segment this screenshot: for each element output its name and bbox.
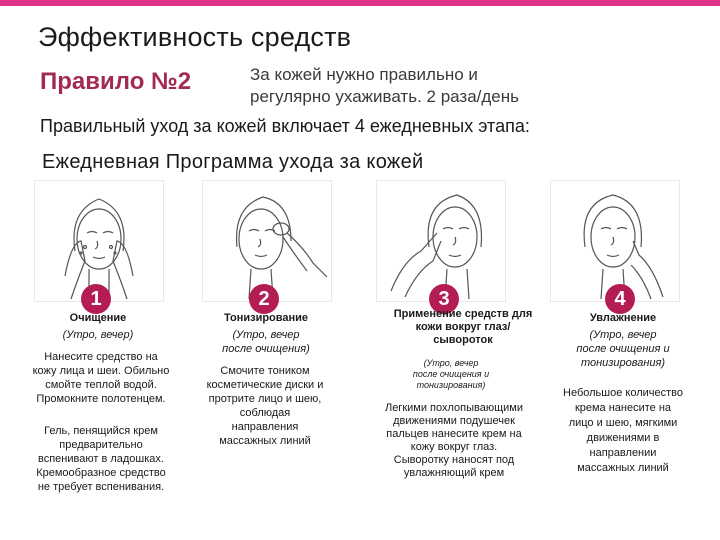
rule-label: Правило №2 <box>40 68 192 95</box>
desc-line: не требует вспенивания. <box>37 481 165 493</box>
desc-line: массажных линий <box>577 462 669 474</box>
step-description <box>190 364 340 448</box>
desc-line: кожу лица и шеи. Обильно <box>32 365 170 377</box>
step-title: Увлажнение <box>589 312 657 324</box>
desc-line: движениями подушечек <box>393 415 515 427</box>
step-title: Тонизирование <box>223 312 309 324</box>
step-time <box>376 358 526 391</box>
step-number-badge: 4 <box>605 284 635 314</box>
title-line: сывороток <box>433 334 493 346</box>
desc-line: кожу вокруг глаз. <box>410 441 498 453</box>
rule-note <box>250 64 580 108</box>
time-line: тонизирования) <box>580 357 666 369</box>
step-title <box>368 308 558 347</box>
desc-line: Смочите тоником <box>220 365 310 377</box>
title-line: кожи вокруг глаз/ <box>415 321 511 333</box>
desc-line: пальцев нанесите крем на <box>386 428 522 440</box>
desc-line: направления <box>231 421 299 433</box>
time-line: после очищения и <box>412 369 490 379</box>
time-line: после очищения и <box>576 343 670 355</box>
step-description <box>366 402 542 480</box>
desc-line: Промокните полотенцем. <box>36 393 166 405</box>
desc-line: соблюдая <box>239 407 291 419</box>
desc-line: увлажняющий крем <box>403 467 505 479</box>
time-line: тонизирования) <box>416 380 486 390</box>
time-line: (Утро, вечер <box>232 329 300 341</box>
time-line: после очищения) <box>222 343 310 355</box>
rule-note-line: За кожей нужно правильно и <box>250 65 478 84</box>
desc-line: смойте теплой водой. <box>45 379 157 391</box>
accent-bar <box>0 0 720 6</box>
step-time <box>556 328 690 370</box>
desc-line: вспенивают в ладошках. <box>38 453 164 465</box>
step-number-badge: 2 <box>249 284 279 314</box>
desc-line: Кремообразное средство <box>36 467 166 479</box>
step-time: (Утро, вечер) <box>62 329 134 341</box>
time-line: (Утро, вечер <box>423 358 479 368</box>
desc-line: Сыворотку наносят под <box>393 454 515 466</box>
desc-line: косметические диски и <box>206 379 324 391</box>
desc-line: Гель, пенящийся крем <box>44 425 158 437</box>
page-title: Эффективность средств <box>38 22 352 52</box>
desc-line: направлении <box>589 447 657 459</box>
step-description <box>550 386 696 476</box>
step-description <box>14 350 188 406</box>
rule-note-line: регулярно ухаживать. 2 раза/день <box>250 87 520 106</box>
desc-line: Легкими похлопывающими <box>384 402 524 414</box>
desc-line: лицо и шею, мягкими <box>568 417 678 429</box>
desc-line: массажных линий <box>219 435 311 447</box>
desc-line: Нанесите средство на <box>44 351 158 363</box>
desc-line: протрите лицо и шею, <box>208 393 322 405</box>
step-time <box>196 328 336 356</box>
desc-line: крема нанесите на <box>574 402 672 414</box>
program-title: Ежедневная Программа ухода за кожей <box>42 151 424 173</box>
step-description <box>14 424 188 494</box>
title-line: Применение средств для <box>393 308 533 320</box>
desc-line: предварительно <box>59 439 143 451</box>
time-line: (Утро, вечер <box>589 329 657 341</box>
desc-line: движениями в <box>586 432 660 444</box>
step-number-badge: 1 <box>81 284 111 314</box>
step-number-badge: 3 <box>429 284 459 314</box>
intro-text: Правильный уход за кожей включает 4 ежедневных этапа: <box>40 116 530 136</box>
step-title: Очищение <box>69 312 127 324</box>
desc-line: Небольшое количество <box>563 387 683 399</box>
